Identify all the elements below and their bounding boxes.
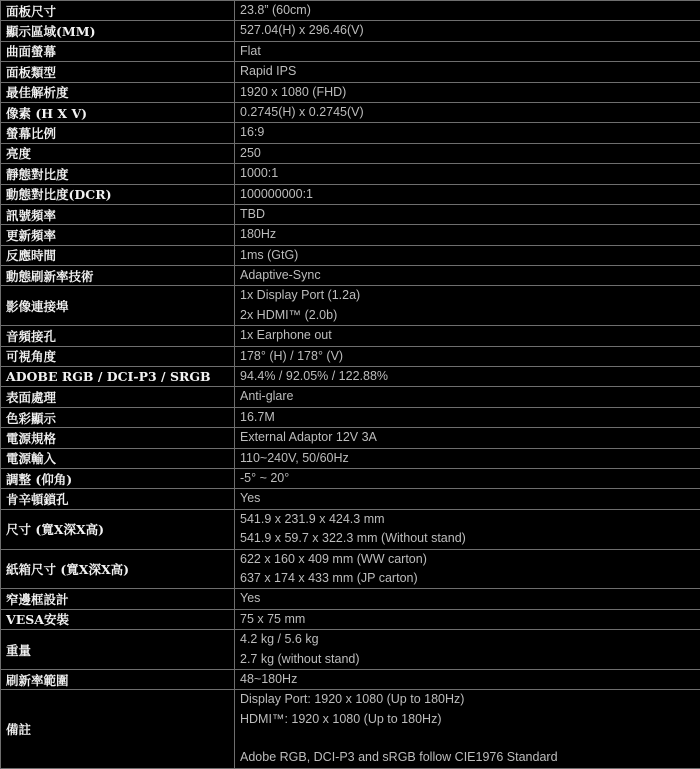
spec-row	[1, 266, 700, 286]
spec-value	[235, 387, 700, 407]
spec-value	[235, 62, 700, 82]
spec-label: 曲面螢幕	[1, 41, 235, 61]
spec-row	[1, 428, 700, 448]
spec-value-line: TBD	[240, 205, 695, 224]
spec-value	[235, 123, 700, 143]
spec-value-line: 48~180Hz	[240, 670, 695, 689]
spec-value	[235, 428, 700, 448]
spec-value-line: 527.04(H) x 296.46(V)	[240, 21, 695, 40]
spec-row	[1, 509, 700, 549]
spec-value-line	[240, 729, 695, 748]
spec-label: 靜態對比度	[1, 164, 235, 184]
spec-value-line: 622 x 160 x 409 mm (WW carton)	[240, 550, 695, 569]
spec-value	[235, 1, 700, 21]
spec-row	[1, 164, 700, 184]
spec-value	[235, 143, 700, 163]
spec-value	[235, 468, 700, 488]
spec-value-line: Rapid IPS	[240, 62, 695, 81]
spec-value	[235, 102, 700, 122]
spec-label: 面板尺寸	[1, 1, 235, 21]
spec-value-line: 16.7M	[240, 408, 695, 427]
spec-row	[1, 630, 700, 670]
spec-value	[235, 669, 700, 689]
spec-row	[1, 225, 700, 245]
spec-label: 表面處理	[1, 387, 235, 407]
spec-value-line: Yes	[240, 589, 695, 608]
spec-row	[1, 367, 700, 387]
spec-value-line: 94.4% / 92.05% / 122.88%	[240, 367, 695, 386]
spec-row	[1, 102, 700, 122]
spec-row	[1, 407, 700, 427]
spec-label: 調整 (仰角)	[1, 468, 235, 488]
spec-label: 訊號頻率	[1, 204, 235, 224]
spec-value	[235, 245, 700, 265]
spec-row	[1, 62, 700, 82]
spec-value	[235, 630, 700, 670]
spec-value	[235, 225, 700, 245]
spec-value-line: 250	[240, 144, 695, 163]
spec-row	[1, 549, 700, 589]
spec-value-line: 637 x 174 x 433 mm (JP carton)	[240, 569, 695, 588]
spec-value	[235, 184, 700, 204]
spec-row	[1, 82, 700, 102]
spec-value	[235, 509, 700, 549]
spec-value-line: 1x Display Port (1.2a)	[240, 286, 695, 305]
spec-row	[1, 669, 700, 689]
spec-label: 肯辛頓鎖孔	[1, 489, 235, 509]
spec-label: 備註	[1, 690, 235, 769]
spec-value-line: External Adaptor 12V 3A	[240, 428, 695, 447]
spec-row	[1, 123, 700, 143]
spec-value-line: 541.9 x 59.7 x 322.3 mm (Without stand)	[240, 529, 695, 548]
spec-value	[235, 407, 700, 427]
spec-row	[1, 245, 700, 265]
spec-row	[1, 448, 700, 468]
spec-value-line: 0.2745(H) x 0.2745(V)	[240, 103, 695, 122]
spec-label: 像素 (H X V)	[1, 102, 235, 122]
spec-value	[235, 266, 700, 286]
spec-value	[235, 609, 700, 629]
spec-row	[1, 21, 700, 41]
spec-row	[1, 204, 700, 224]
spec-value	[235, 286, 700, 326]
spec-value-line: 1000:1	[240, 164, 695, 183]
spec-value	[235, 41, 700, 61]
spec-value-line: 1ms (GtG)	[240, 246, 695, 265]
spec-label: 色彩顯示	[1, 407, 235, 427]
spec-value-line: 2x HDMI™ (2.0b)	[240, 306, 695, 325]
spec-label: 音頻接孔	[1, 326, 235, 346]
spec-label: 動態刷新率技術	[1, 266, 235, 286]
spec-row	[1, 1, 700, 21]
spec-value-line: 4.2 kg / 5.6 kg	[240, 630, 695, 649]
spec-label: 反應時間	[1, 245, 235, 265]
spec-row	[1, 143, 700, 163]
spec-value-line: Adobe RGB, DCI-P3 and sRGB follow CIE1976 Standard	[240, 748, 695, 767]
spec-label: 電源輸入	[1, 448, 235, 468]
spec-row	[1, 387, 700, 407]
spec-value	[235, 326, 700, 346]
spec-row	[1, 589, 700, 609]
spec-label: 亮度	[1, 143, 235, 163]
spec-value-line: 180Hz	[240, 225, 695, 244]
spec-row	[1, 489, 700, 509]
spec-label: 電源規格	[1, 428, 235, 448]
spec-row	[1, 286, 700, 326]
spec-label: 更新頻率	[1, 225, 235, 245]
spec-label: 顯示區域(MM)	[1, 21, 235, 41]
spec-value-line: 1920 x 1080 (FHD)	[240, 83, 695, 102]
spec-value-line: 1x Earphone out	[240, 326, 695, 345]
spec-value	[235, 690, 700, 769]
spec-row	[1, 184, 700, 204]
spec-value	[235, 82, 700, 102]
spec-value-line: HDMI™: 1920 x 1080 (Up to 180Hz)	[240, 710, 695, 729]
spec-label: 可視角度	[1, 346, 235, 366]
spec-value-line: 2.7 kg (without stand)	[240, 650, 695, 669]
spec-row	[1, 690, 700, 769]
spec-value-line: -5° ~ 20°	[240, 469, 695, 488]
spec-label: 螢幕比例	[1, 123, 235, 143]
spec-label: 最佳解析度	[1, 82, 235, 102]
spec-value	[235, 549, 700, 589]
spec-value-line: 75 x 75 mm	[240, 610, 695, 629]
spec-label: ADOBE RGB / DCI-P3 / SRGB	[1, 367, 235, 387]
spec-value	[235, 489, 700, 509]
spec-value	[235, 367, 700, 387]
spec-value	[235, 346, 700, 366]
spec-value-line: 541.9 x 231.9 x 424.3 mm	[240, 510, 695, 529]
spec-value	[235, 21, 700, 41]
spec-label: 窄邊框設計	[1, 589, 235, 609]
spec-row	[1, 609, 700, 629]
spec-row	[1, 346, 700, 366]
spec-value	[235, 589, 700, 609]
spec-value-line: Adaptive-Sync	[240, 266, 695, 285]
spec-value-line: Yes	[240, 489, 695, 508]
spec-label: 動態對比度(DCR)	[1, 184, 235, 204]
spec-label: VESA安裝	[1, 609, 235, 629]
spec-row	[1, 326, 700, 346]
spec-value	[235, 448, 700, 468]
spec-value-line: Flat	[240, 42, 695, 61]
spec-row	[1, 468, 700, 488]
spec-value-line: 110~240V, 50/60Hz	[240, 449, 695, 468]
spec-table-body	[1, 1, 700, 769]
spec-label: 重量	[1, 630, 235, 670]
spec-value-line: 16:9	[240, 123, 695, 142]
spec-value	[235, 204, 700, 224]
spec-value-line: 23.8” (60cm)	[240, 1, 695, 20]
spec-row	[1, 41, 700, 61]
spec-value-line: Anti-glare	[240, 387, 695, 406]
spec-value-line: 100000000:1	[240, 185, 695, 204]
spec-value-line: 178° (H) / 178° (V)	[240, 347, 695, 366]
spec-label: 面板類型	[1, 62, 235, 82]
spec-label: 紙箱尺寸 (寬X深X高)	[1, 549, 235, 589]
spec-value-line: Display Port: 1920 x 1080 (Up to 180Hz)	[240, 690, 695, 709]
spec-label: 影像連接埠	[1, 286, 235, 326]
spec-label: 刷新率範圍	[1, 669, 235, 689]
spec-value	[235, 164, 700, 184]
spec-label: 尺寸 (寬X深X高)	[1, 509, 235, 549]
